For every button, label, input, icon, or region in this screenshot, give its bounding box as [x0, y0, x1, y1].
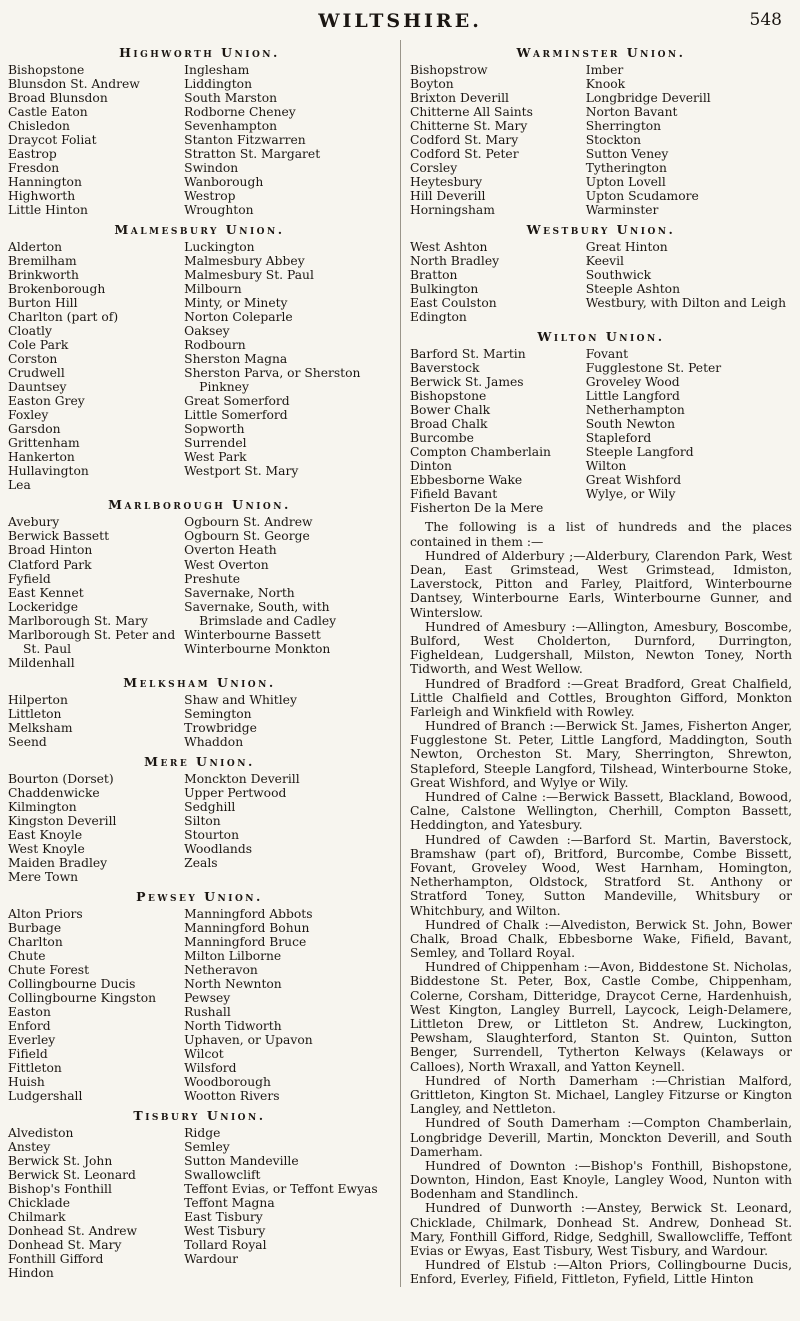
place-name: Donhead St. Mary: [8, 1238, 122, 1253]
union-heading: Wilton Union.: [537, 329, 665, 345]
place-name: Mildenhall: [8, 655, 75, 670]
place-name: Netherhampton: [585, 403, 685, 418]
union-heading: Tisbury Union.: [133, 1108, 266, 1124]
place-name: Barford St. Martin: [410, 347, 526, 362]
hundred-paragraph: Hundred of Bradford :—Great Bradford, Great Chalfield, Little Chalfield and Cottles, Broughton Gifford, Monkton Farleigh and Winkfield with Rowley.: [410, 676, 792, 719]
left-column: [8, 40, 400, 1284]
place-name: Liddington: [184, 77, 253, 92]
place-name: Wootton Rivers: [184, 1089, 280, 1104]
place-name: Great Wishford: [585, 473, 682, 488]
place-name: Marlborough St. Mary: [8, 613, 148, 628]
place-name: Shaw and Whitley: [184, 692, 297, 707]
place-name: Bremilham: [8, 254, 77, 269]
place-name: Milton Lilborne: [184, 948, 282, 963]
place-name: Ebbesborne Wake: [410, 473, 523, 488]
place-name: Boyton: [410, 77, 454, 92]
place-name: Fresdon: [8, 161, 60, 176]
union-heading: Marlborough Union.: [108, 497, 291, 513]
place-name: East Coulston: [410, 296, 497, 311]
place-name: Preshute: [184, 571, 240, 586]
place-name: Hilperton: [8, 692, 68, 707]
place-name: Westrop: [184, 189, 236, 204]
place-name: Tollard Royal: [184, 1238, 267, 1253]
place-name: Chisledon: [8, 119, 70, 134]
place-name: Seend: [8, 734, 47, 749]
place-name: Wilton: [585, 459, 627, 474]
place-name: Little Langford: [585, 389, 680, 404]
place-name: Teffont Magna: [184, 1196, 275, 1211]
place-name: Melksham: [8, 720, 73, 735]
union-columns: [8, 240, 391, 492]
hundred-paragraph: Hundred of Cawden :—Barford St. Martin, Baverstock, Bramshaw (part of), Britford, Burcombe, Combe Bissett, Fovant, Groveley Wood, West Harnham, Homington, Netherhampton, Oldstock, Stratford St. Anthony or Stratford Toney, Sutton Mandeville, Whitsbury or Whitchbury, and Wilton.: [410, 832, 792, 918]
place-name: Wanborough: [184, 175, 264, 190]
place-name: Trowbridge: [184, 720, 257, 735]
hundred-paragraph: Hundred of Alderbury ;—Alderbury, Clarendon Park, West Dean, East Grimstead, West Grimstead, Idmiston, Laverstock, Pitton and Farley, Plaitford, Winterbourne Dantsey, Winterbourne Earls, Winterbourne Gunner, and Winterslow.: [410, 548, 792, 620]
place-name: Anstey: [8, 1140, 51, 1155]
place-name: Burbage: [8, 920, 62, 935]
union-columns: [8, 693, 391, 749]
place-name: North Tidworth: [184, 1018, 282, 1033]
union-col-a: [8, 63, 184, 217]
union-block: [8, 675, 391, 749]
union-block: [410, 222, 792, 324]
union-columns: [410, 63, 792, 217]
hundred-paragraph: Hundred of Chalk :—Alvediston, Berwick St. John, Bower Chalk, Broad Chalk, Ebbesborne Wake, Fifield, Bavant, Semley, and Tollard Royal.: [410, 917, 792, 961]
hundred-paragraph: Hundred of Downton :—Bishop's Fonthill, Bishopstone, Downton, Hindon, East Knoyle, Langley Wood, Nunton with Bodenham and Standlinch.: [410, 1158, 792, 1202]
union-col-b: [184, 693, 391, 749]
place-name: Avebury: [8, 515, 60, 530]
place-name: Fifield Bavant: [410, 487, 498, 502]
hundred-paragraph: Hundred of Branch :—Berwick St. James, Fisherton Anger, Fugglestone St. Peter, Little Langford, Maddington, South Newton, Orcheston St. Mary, Sherrington, Shrewton, Stapleford, Steeple Langford, Tilshead, Winterbourne Stoke, Great Wishford, and Wylye or Wily.: [410, 719, 792, 790]
union-columns: [8, 907, 391, 1103]
union-col-a: [8, 1126, 184, 1280]
place-name: Sherrington: [585, 119, 662, 134]
place-name: South Newton: [585, 417, 676, 432]
union-block: [8, 754, 391, 884]
union-heading: Mere Union.: [144, 753, 255, 769]
place-name: Manningford Bohun: [184, 920, 310, 935]
page-number: 548: [749, 10, 782, 30]
place-name: Chaddenwicke: [8, 785, 100, 800]
place-name: Chicklade: [8, 1196, 71, 1211]
place-name: Bower Chalk: [410, 403, 491, 418]
page-header: [8, 8, 792, 40]
place-name: Sevenhampton: [184, 119, 278, 134]
union-col-b: [184, 1126, 391, 1280]
place-name: Norton Bavant: [585, 105, 678, 120]
place-name: Wilcot: [184, 1046, 224, 1061]
place-name: Luckington: [184, 240, 255, 255]
place-name: Foxley: [8, 408, 49, 423]
place-name: Corston: [8, 352, 58, 367]
place-name: Teffont Evias, or Teffont Ewyas: [184, 1182, 378, 1197]
place-name: Upton Lovell: [585, 175, 666, 190]
place-name: Hullavington: [8, 464, 89, 479]
place-name: Minty, or Minety: [184, 296, 288, 311]
place-name: Huish: [8, 1075, 45, 1089]
place-name: Wilsford: [184, 1060, 237, 1075]
place-name: South Marston: [184, 91, 278, 106]
place-name: Heytesbury: [410, 175, 483, 190]
place-name: Bourton (Dorset): [8, 771, 114, 786]
place-name: Tytherington: [585, 161, 667, 176]
union-col-a: [8, 693, 184, 749]
place-name: Sherston Parva, or Sherston Pinkney: [184, 366, 361, 395]
place-name: Chilmark: [8, 1210, 66, 1225]
place-name: Ogbourn St. Andrew: [184, 515, 313, 530]
union-col-b: [586, 63, 792, 217]
place-name: Norton Coleparle: [184, 310, 293, 325]
place-name: Stourton: [184, 827, 240, 842]
place-name: Hindon: [8, 1266, 54, 1281]
union-columns: [410, 347, 792, 515]
place-name: Broad Chalk: [410, 417, 488, 432]
place-name: Woodlands: [184, 841, 253, 856]
place-name: Dinton: [410, 459, 452, 474]
place-name: Corsley: [410, 161, 458, 176]
place-name: Uphaven, or Upavon: [184, 1032, 313, 1047]
place-name: Fifield: [8, 1046, 48, 1061]
union-col-a: [410, 347, 586, 515]
place-name: Steeple Ashton: [585, 282, 681, 297]
union-block: [8, 497, 391, 669]
place-name: Fisherton De la Mere: [410, 501, 544, 516]
place-name: Highworth: [8, 189, 76, 204]
place-name: North Bradley: [410, 254, 500, 269]
place-name: Wylye, or Wily: [585, 487, 676, 502]
two-column-layout: [8, 40, 792, 1287]
place-name: Great Hinton: [585, 240, 668, 255]
place-name: Mere Town: [8, 869, 79, 884]
place-name: Semington: [184, 706, 252, 721]
place-name: Stratton St. Margaret: [184, 147, 321, 162]
place-name: Keevil: [585, 254, 624, 269]
place-name: Oaksey: [184, 324, 230, 339]
place-name: Littleton: [8, 706, 62, 721]
place-name: Broad Hinton: [8, 543, 93, 558]
place-name: Donhead St. Andrew: [8, 1224, 138, 1239]
union-col-b: [184, 515, 391, 669]
place-name: Crudwell: [8, 366, 65, 381]
place-name: Fugglestone St. Peter: [585, 361, 722, 376]
place-name: Savernake, South, with Brimslade and Cadley: [184, 599, 337, 628]
place-name: Eastrop: [8, 147, 57, 162]
union-heading: Melksham Union.: [123, 674, 276, 690]
place-name: Berwick Bassett: [8, 529, 110, 544]
hundred-paragraph: Hundred of Calne :—Berwick Bassett, Blackland, Bowood, Calne, Calstone Wellington, Cherhill, Compton Bassett, Heddington, and Yatesbury.: [410, 790, 792, 833]
place-name: Swallowclift: [184, 1168, 261, 1183]
place-name: West Park: [184, 450, 247, 465]
place-name: Enford: [8, 1018, 51, 1033]
hundred-paragraph: Hundred of Elstub :—Alton Priors, Collingbourne Ducis, Enford, Everley, Fifield, Fittleton, Fyfield, Little Hinton: [410, 1258, 792, 1287]
place-name: Sopworth: [184, 422, 245, 437]
union-columns: [410, 240, 792, 324]
place-name: Castle Eaton: [8, 105, 88, 120]
place-name: Charlton (part of): [8, 310, 119, 325]
place-name: Easton: [8, 1004, 51, 1019]
union-heading: Westbury Union.: [526, 222, 676, 238]
place-name: Hankerton: [8, 450, 75, 465]
place-name: Ludgershall: [8, 1089, 83, 1104]
union-columns: [8, 515, 391, 669]
union-block: [8, 222, 391, 492]
place-name: Overton Heath: [184, 543, 277, 558]
place-name: Horningsham: [410, 203, 495, 218]
union-block: [410, 329, 792, 515]
union-heading: Malmesbury Union.: [114, 222, 285, 238]
place-name: West Ashton: [410, 240, 488, 255]
place-name: North Newnton: [184, 976, 282, 991]
place-name: Knook: [585, 77, 626, 92]
place-name: Westport St. Mary: [184, 464, 299, 479]
place-name: Steeple Langford: [585, 445, 694, 460]
place-name: Cole Park: [8, 338, 69, 353]
place-name: Collingbourne Ducis: [8, 976, 136, 991]
place-name: East Kennet: [8, 585, 84, 600]
place-name: Lea: [8, 478, 31, 493]
hundred-paragraph: Hundred of North Damerham :—Christian Malford, Grittleton, Kington St. Michael, Langley Fitzurse or Kington Langley, and Nettleton.: [410, 1073, 792, 1117]
place-name: Manningford Bruce: [184, 934, 307, 949]
place-name: Brinkworth: [8, 268, 79, 283]
place-name: Manningford Abbots: [184, 906, 313, 921]
place-name: Kilmington: [8, 799, 77, 814]
union-heading: Highworth Union.: [119, 45, 280, 60]
place-name: Maiden Bradley: [8, 855, 108, 870]
place-name: Pewsey: [184, 990, 231, 1005]
place-name: Garsdon: [8, 422, 61, 437]
place-name: Upper Pertwood: [184, 785, 287, 800]
place-name: Savernake, North: [184, 585, 295, 600]
place-name: Baverstock: [410, 361, 480, 376]
place-name: Woodborough: [184, 1075, 271, 1089]
place-name: Bulkington: [410, 282, 479, 297]
place-name: Malmesbury St. Paul: [184, 268, 314, 283]
place-name: Draycot Foliat: [8, 133, 97, 148]
place-name: Rodborne Cheney: [184, 105, 296, 120]
place-name: Hill Deverill: [410, 189, 486, 204]
place-name: Charlton: [8, 934, 63, 949]
hundred-paragraph: Hundred of South Damerham :—Compton Chamberlain, Longbridge Deverill, Martin, Monckton Deverill, and South Damerham.: [410, 1116, 792, 1159]
place-name: Bishopstone: [8, 63, 85, 77]
place-name: Collingbourne Kingston: [8, 990, 157, 1005]
hundreds-section: [410, 520, 792, 1286]
union-col-b: [184, 772, 391, 884]
place-name: Sutton Veney: [585, 147, 669, 162]
place-name: Everley: [8, 1032, 56, 1047]
union-columns: [8, 63, 391, 217]
union-col-a: [8, 772, 184, 884]
place-name: Brixton Deverill: [410, 91, 509, 106]
place-name: Berwick St. John: [8, 1154, 113, 1169]
place-name: Grittenham: [8, 436, 80, 451]
place-name: Codford St. Peter: [410, 147, 519, 162]
place-name: Broad Blunsdon: [8, 91, 108, 106]
place-name: Westbury, with Dilton and Leigh: [585, 296, 787, 311]
place-name: Fyfield: [8, 571, 51, 586]
place-name: West Tisbury: [184, 1224, 266, 1239]
place-name: Bratton: [410, 268, 458, 283]
union-col-a: [410, 240, 586, 324]
union-block: [410, 45, 792, 217]
place-name: West Knoyle: [8, 841, 85, 856]
place-name: Silton: [184, 813, 221, 828]
place-name: Fittleton: [8, 1060, 62, 1075]
place-name: West Overton: [184, 557, 269, 572]
place-name: Rodbourn: [184, 338, 246, 353]
union-col-b: [184, 240, 391, 492]
place-name: Stanton Fitzwarren: [184, 133, 306, 148]
place-name: Bishop's Fonthill: [8, 1182, 112, 1197]
place-name: Surrendel: [184, 436, 247, 451]
place-name: Ogbourn St. George: [184, 529, 310, 544]
place-name: Inglesham: [184, 63, 250, 77]
hundred-paragraph: Hundred of Dunworth :—Anstey, Berwick St. Leonard, Chicklade, Chilmark, Donhead St. Andrew, Donhead St. Mary, Fonthill Gifford, Ridge, Sedghill, Swallowcliffe, Teffont Evias or Ewyas, East Tisbury, West Tisbury, and Wardour.: [410, 1201, 792, 1259]
place-name: Stockton: [585, 133, 642, 148]
place-name: Malmesbury Abbey: [184, 254, 305, 269]
place-name: Southwick: [585, 268, 652, 283]
place-name: Semley: [184, 1140, 230, 1155]
place-name: Berwick St. James: [410, 375, 524, 390]
place-name: Winterbourne Bassett: [184, 627, 321, 642]
place-name: Alvediston: [8, 1126, 74, 1141]
union-col-b: [586, 347, 792, 515]
right-column: [400, 40, 792, 1287]
place-name: Easton Grey: [8, 394, 85, 409]
union-block: [8, 889, 391, 1103]
place-name: Burcombe: [410, 431, 474, 446]
place-name: Sherston Magna: [184, 352, 288, 367]
place-name: Alderton: [8, 240, 63, 255]
union-block: [8, 1108, 391, 1280]
union-col-b: [184, 63, 391, 217]
right-union-blocks: [410, 45, 792, 515]
place-name: Fovant: [585, 347, 629, 362]
place-name: Whaddon: [184, 734, 244, 749]
place-name: Sutton Mandeville: [184, 1154, 299, 1169]
place-name: Blunsdon St. Andrew: [8, 77, 140, 92]
place-name: Chitterne St. Mary: [410, 119, 528, 134]
place-name: Berwick St. Leonard: [8, 1168, 136, 1183]
place-name: Stapleford: [585, 431, 652, 446]
union-col-a: [410, 63, 586, 217]
place-name: Cloatly: [8, 324, 52, 339]
place-name: Brokenborough: [8, 282, 106, 297]
place-name: Sedghill: [184, 799, 236, 814]
union-columns: [8, 1126, 391, 1280]
union-heading: Warminster Union.: [516, 45, 686, 60]
place-name: Longbridge Deverill: [585, 91, 711, 106]
place-name: Bishopstone: [410, 389, 487, 404]
union-block: [8, 45, 391, 217]
place-name: Dauntsey: [8, 380, 67, 395]
place-name: Imber: [585, 63, 624, 77]
place-name: Codford St. Mary: [410, 133, 519, 148]
place-name: Ridge: [184, 1126, 221, 1141]
place-name: Edington: [410, 310, 467, 325]
place-name: Lockeridge: [8, 599, 79, 614]
place-name: Kingston Deverill: [8, 813, 117, 828]
place-name: Alton Priors: [8, 906, 83, 921]
place-name: Compton Chamberlain: [410, 445, 551, 460]
place-name: Little Hinton: [8, 203, 88, 218]
place-name: Groveley Wood: [585, 375, 680, 390]
union-col-a: [8, 907, 184, 1103]
place-name: Fonthill Gifford: [8, 1252, 104, 1267]
place-name: Chitterne All Saints: [410, 105, 533, 120]
union-col-a: [8, 240, 184, 492]
place-name: Netheravon: [184, 962, 258, 977]
place-name: Upton Scudamore: [585, 189, 699, 204]
place-name: East Tisbury: [184, 1210, 263, 1225]
union-col-b: [586, 240, 792, 324]
place-name: Clatford Park: [8, 557, 92, 572]
place-name: East Knoyle: [8, 827, 83, 842]
hundreds-intro: The following is a list of hundreds and the places contained in them :—: [410, 520, 792, 549]
union-columns: [8, 772, 391, 884]
place-name: Wroughton: [184, 203, 254, 218]
place-name: Rushall: [184, 1004, 231, 1019]
union-heading: Pewsey Union.: [136, 888, 263, 904]
place-name: Warminster: [585, 203, 659, 218]
place-name: Winterbourne Monkton: [184, 641, 331, 656]
hundred-paragraph: Hundred of Chippenham :—Avon, Biddestone St. Nicholas, Biddestone St. Peter, Box, Castle Combe, Chippenham, Colerne, Corsham, Ditteridge, Draycot Cerne, Hardenhuish, West Kington, Langley Burrell, Laycock, Leigh-Delamere, Littleton Drew, or Littleton St. Andrew, Luckington, Pewsham, Slaughterford, Stanton St. Quinton, Sutton Benger, Surrendell, Tytherton Kelways (Kelaways or Calloes), North Wraxall, and Yatton Keynell.: [410, 960, 792, 1074]
place-name: Great Somerford: [184, 394, 290, 409]
page-title: WILTSHIRE.: [318, 10, 482, 32]
hundred-paragraph: Hundred of Amesbury :—Allington, Amesbury, Boscombe, Bulford, West Cholderton, Durnford, Durrington, Figheldean, Ludgershall, Milston, Newton Toney, North Tidworth, and West Wellow.: [410, 619, 792, 677]
place-name: Chute: [8, 948, 46, 963]
place-name: Hannington: [8, 175, 82, 190]
place-name: Monckton Deverill: [184, 771, 300, 786]
place-name: Burton Hill: [8, 296, 78, 311]
place-name: Bishopstrow: [410, 63, 488, 77]
union-col-b: [184, 907, 391, 1103]
place-name: Marlborough St. Peter and St. Paul: [8, 627, 176, 656]
place-name: Wardour: [184, 1252, 239, 1267]
place-name: Milbourn: [184, 282, 242, 297]
place-name: Little Somerford: [184, 408, 288, 423]
place-name: Chute Forest: [8, 962, 90, 977]
place-name: Swindon: [184, 161, 239, 176]
place-name: Zeals: [184, 855, 218, 870]
union-col-a: [8, 515, 184, 669]
